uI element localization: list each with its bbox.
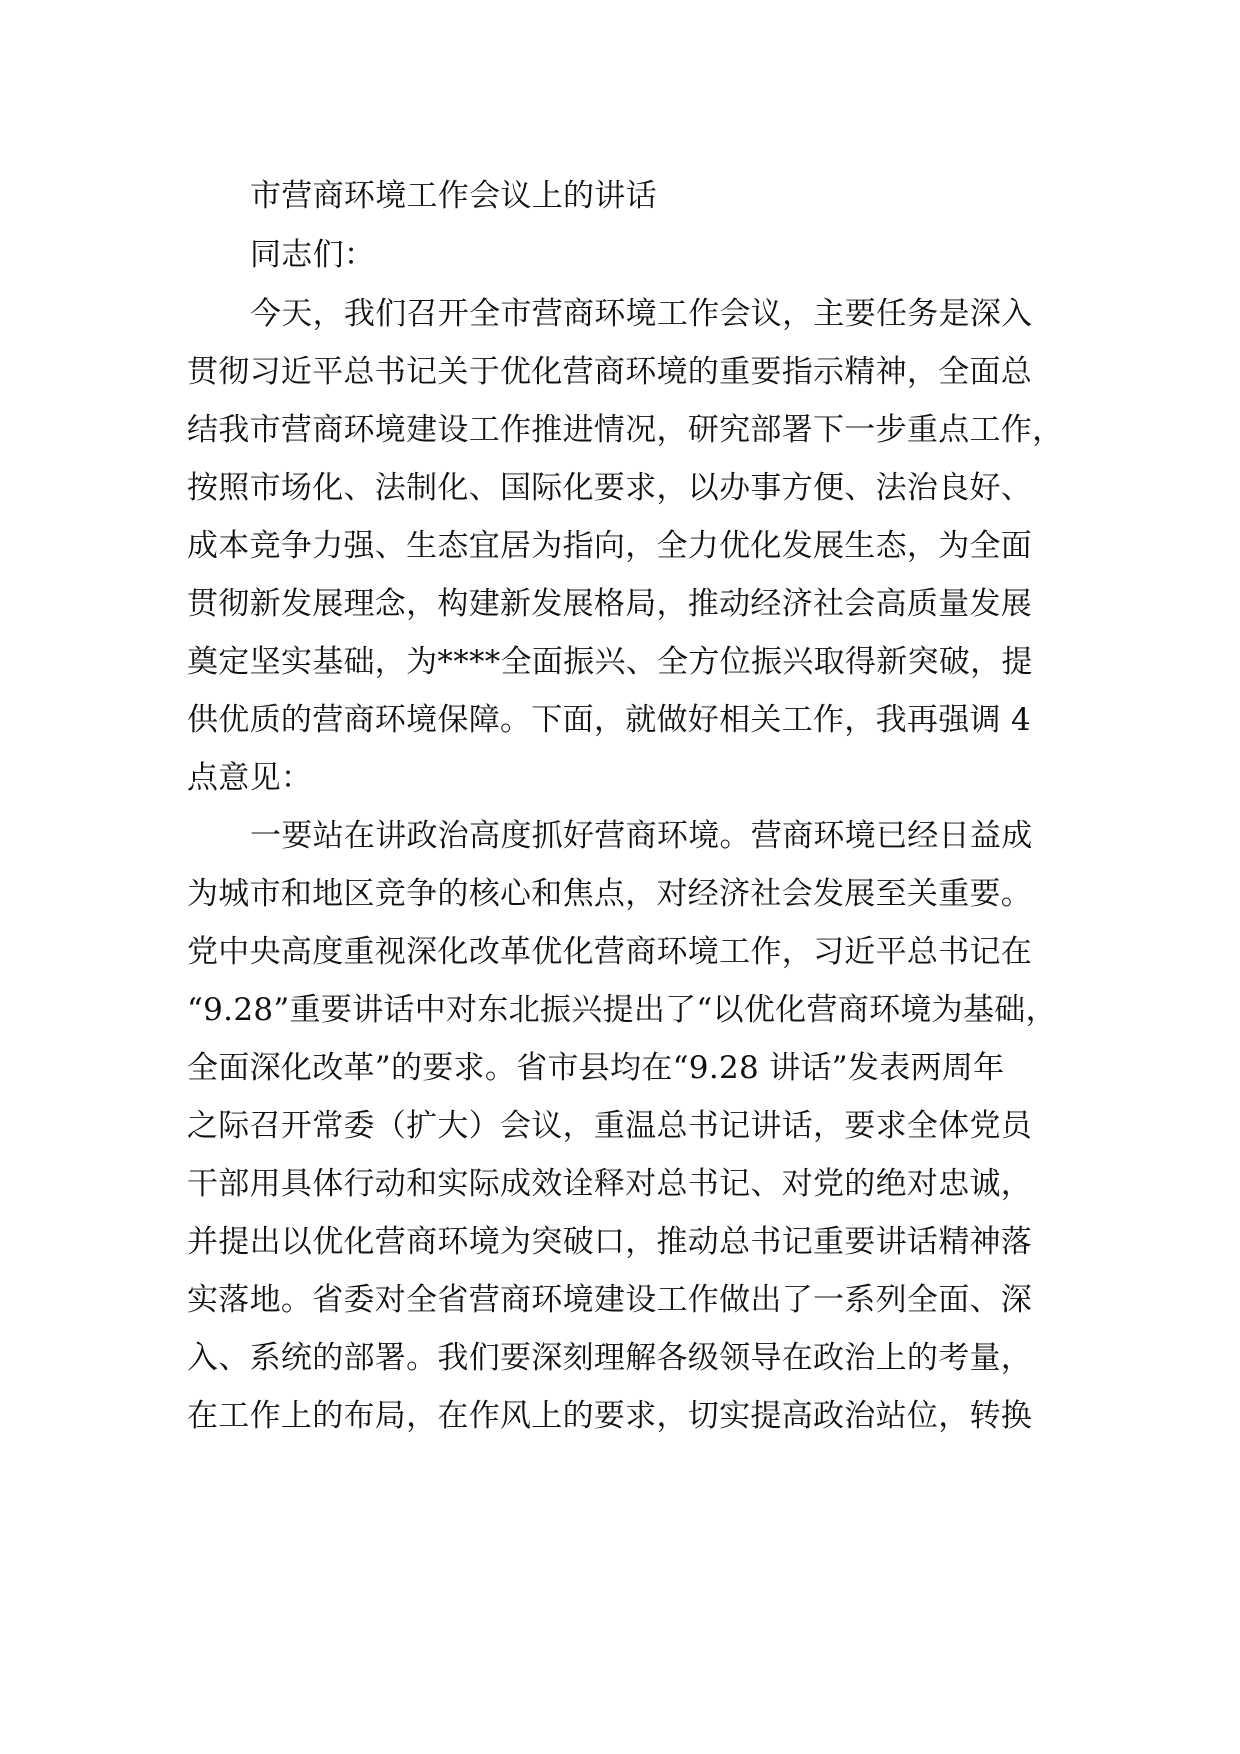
paragraph-line: 贯彻新发展理念，构建新发展格局，推动经济社会高质量发展 [187,586,1033,622]
paragraph-line: 按照市场化、法制化、国际化要求，以办事方便、法治良好、 [187,470,1033,506]
paragraph-line: 今天，我们召开全市营商环境工作会议，主要任务是深入 [250,296,1033,332]
paragraph-line: 供优质的营商环境保障。下面，就做好相关工作，我再强调 4 [187,702,1031,738]
paragraph-line: 入、系统的部署。我们要深刻理解各级领导在政治上的考量， [187,1340,1033,1376]
paragraph-line: 结我市营商环境建设工作推进情况，研究部署下一步重点工作， [187,412,1064,448]
paragraph-line: 全面深化改革”的要求。省市县均在“9.28 讲话”发表两周年 [187,1050,1005,1086]
paragraph-line: 党中央高度重视深化改革优化营商环境工作，习近平总书记在 [187,934,1033,970]
paragraph-line: 贯彻习近平总书记关于优化营商环境的重要指示精神，全面总 [187,354,1033,390]
paragraph-line: 为城市和地区竞争的核心和焦点，对经济社会发展至关重要。 [187,876,1033,912]
paragraph-line: 成本竞争力强、生态宜居为指向，全力优化发展生态，为全面 [187,528,1033,564]
paragraph-line: 实落地。省委对全省营商环境建设工作做出了一系列全面、深 [187,1282,1033,1318]
paragraph-line: 一要站在讲政治高度抓好营商环境。营商环境已经日益成 [250,818,1033,854]
paragraph-line: 并提出以优化营商环境为突破口，推动总书记重要讲话精神落 [187,1224,1033,1260]
paragraph-line: 干部用具体行动和实际成效诠释对总书记、对党的绝对忠诚， [187,1166,1033,1202]
paragraph-line: 之际召开常委（扩大）会议，重温总书记讲话，要求全体党员 [187,1108,1033,1144]
salutation: 同志们： [250,237,376,273]
paragraph-line: 在工作上的布局，在作风上的要求，切实提高政治站位，转换 [187,1398,1033,1434]
paragraph-line: 点意见： [187,760,313,796]
paragraph-line: “9.28”重要讲话中对东北振兴提出了“以优化营商环境为基础， [187,992,1057,1028]
paragraph-line: 奠定坚实基础，为****全面振兴、全方位振兴取得新突破，提 [187,644,1033,680]
document-title: 市营商环境工作会议上的讲话 [250,178,657,214]
